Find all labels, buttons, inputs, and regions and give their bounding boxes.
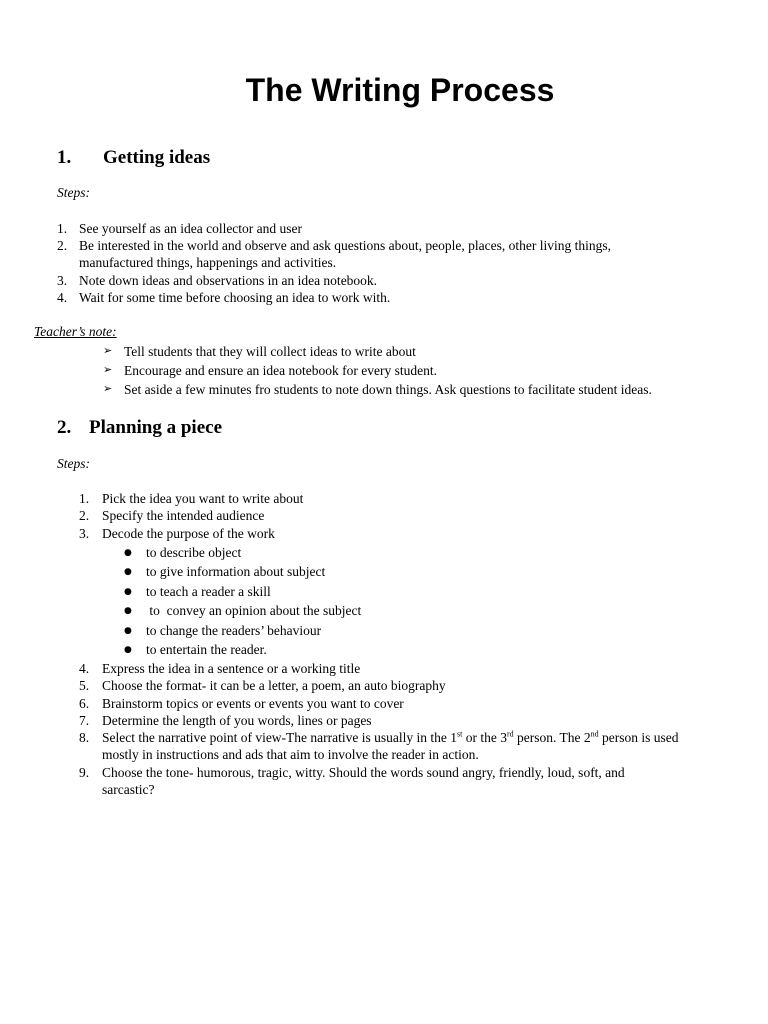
bullet-icon: ● bbox=[124, 606, 132, 616]
teacher-note-item: Tell students that they will collect ideas to write about bbox=[124, 344, 416, 359]
section-2-steps-label: Steps: bbox=[57, 456, 90, 471]
purpose-item: to convey an opinion about the subject bbox=[146, 603, 362, 618]
bullet-icon: ● bbox=[124, 567, 132, 577]
list-item-number: 3. bbox=[79, 526, 90, 541]
list-item-text: Choose the format- it can be a letter, a poem, an auto biography bbox=[102, 678, 446, 693]
teacher-note-item: Encourage and ensure an idea notebook for every student. bbox=[124, 363, 438, 378]
arrow-bullet-icon: ➢ bbox=[103, 363, 113, 376]
list-item-number: 4. bbox=[57, 290, 68, 305]
list-item-text: Be interested in the world and observe and ask questions about, people, places, other living things, bbox=[79, 238, 612, 253]
section-1-heading: Getting ideas bbox=[103, 147, 211, 168]
list-item-number: 4. bbox=[79, 661, 90, 676]
section-2-heading: Planning a piece bbox=[89, 417, 223, 438]
step-9-text: Choose the tone- humorous, tragic, witty. Should the words sound angry, friendly, loud, soft, and bbox=[102, 765, 625, 780]
step-8-part1: Select the narrative point of view-The narrative is usually in the 1 bbox=[102, 730, 458, 745]
purpose-item: to give information about subject bbox=[146, 564, 326, 579]
arrow-bullet-icon: ➢ bbox=[103, 382, 113, 395]
step-9-number: 9. bbox=[79, 765, 90, 780]
list-item-number: 5. bbox=[79, 678, 90, 693]
list-item-number: 2. bbox=[57, 238, 68, 253]
step-8-text bbox=[102, 729, 679, 746]
list-item-text: Decode the purpose of the work bbox=[102, 526, 275, 541]
list-item-text: Brainstorm topics or events or events you want to cover bbox=[102, 696, 404, 711]
page-title: The Writing Process bbox=[245, 72, 555, 108]
step-8-sup2: rd bbox=[506, 729, 514, 739]
step-8-sup3: nd bbox=[590, 729, 599, 739]
section-1-steps-label: Steps: bbox=[57, 185, 90, 200]
list-item-text: Determine the length of you words, lines or pages bbox=[102, 713, 372, 728]
section-2-number: 2. bbox=[57, 417, 72, 438]
list-item-text: Pick the idea you want to write about bbox=[102, 491, 304, 506]
purpose-item: to teach a reader a skill bbox=[146, 584, 271, 599]
bullet-icon: ● bbox=[124, 587, 132, 597]
step-8-part3: person. The 2 bbox=[513, 730, 591, 745]
purpose-item: to entertain the reader. bbox=[146, 642, 267, 657]
step-8-part2: or the 3 bbox=[462, 730, 507, 745]
list-item-text: Specify the intended audience bbox=[102, 508, 265, 523]
list-item-text-continued: manufactured things, happenings and activities. bbox=[79, 255, 337, 270]
step-9-line2: sarcastic? bbox=[102, 782, 155, 797]
step-8-sup1: st bbox=[457, 729, 463, 739]
list-item-text: Wait for some time before choosing an idea to work with. bbox=[79, 290, 391, 305]
bullet-icon: ● bbox=[124, 645, 132, 655]
list-item-text: Note down ideas and observations in an idea notebook. bbox=[79, 273, 378, 288]
step-8-number: 8. bbox=[79, 730, 90, 745]
purpose-item: to change the readers’ behaviour bbox=[146, 623, 322, 638]
purpose-item: to describe object bbox=[146, 545, 242, 560]
teacher-note-label: Teacher’s note: bbox=[34, 324, 117, 339]
section-1-number: 1. bbox=[57, 147, 72, 168]
list-item-number: 1. bbox=[79, 491, 90, 506]
list-item-number: 1. bbox=[57, 221, 68, 236]
list-item-number: 2. bbox=[79, 508, 90, 523]
teacher-note-item: Set aside a few minutes fro students to note down things. Ask questions to facilitate student ideas. bbox=[124, 382, 652, 397]
step-8-line2: mostly in instructions and ads that aim to involve the reader in action. bbox=[102, 747, 479, 762]
list-item-text: See yourself as an idea collector and user bbox=[79, 221, 303, 236]
arrow-bullet-icon: ➢ bbox=[103, 344, 113, 357]
list-item-text: Express the idea in a sentence or a working title bbox=[102, 661, 361, 676]
bullet-icon: ● bbox=[124, 548, 132, 558]
bullet-icon: ● bbox=[124, 626, 132, 636]
list-item-number: 6. bbox=[79, 696, 90, 711]
step-8-part4: person is used bbox=[598, 730, 679, 745]
list-item-number: 7. bbox=[79, 713, 90, 728]
list-item-number: 3. bbox=[57, 273, 68, 288]
